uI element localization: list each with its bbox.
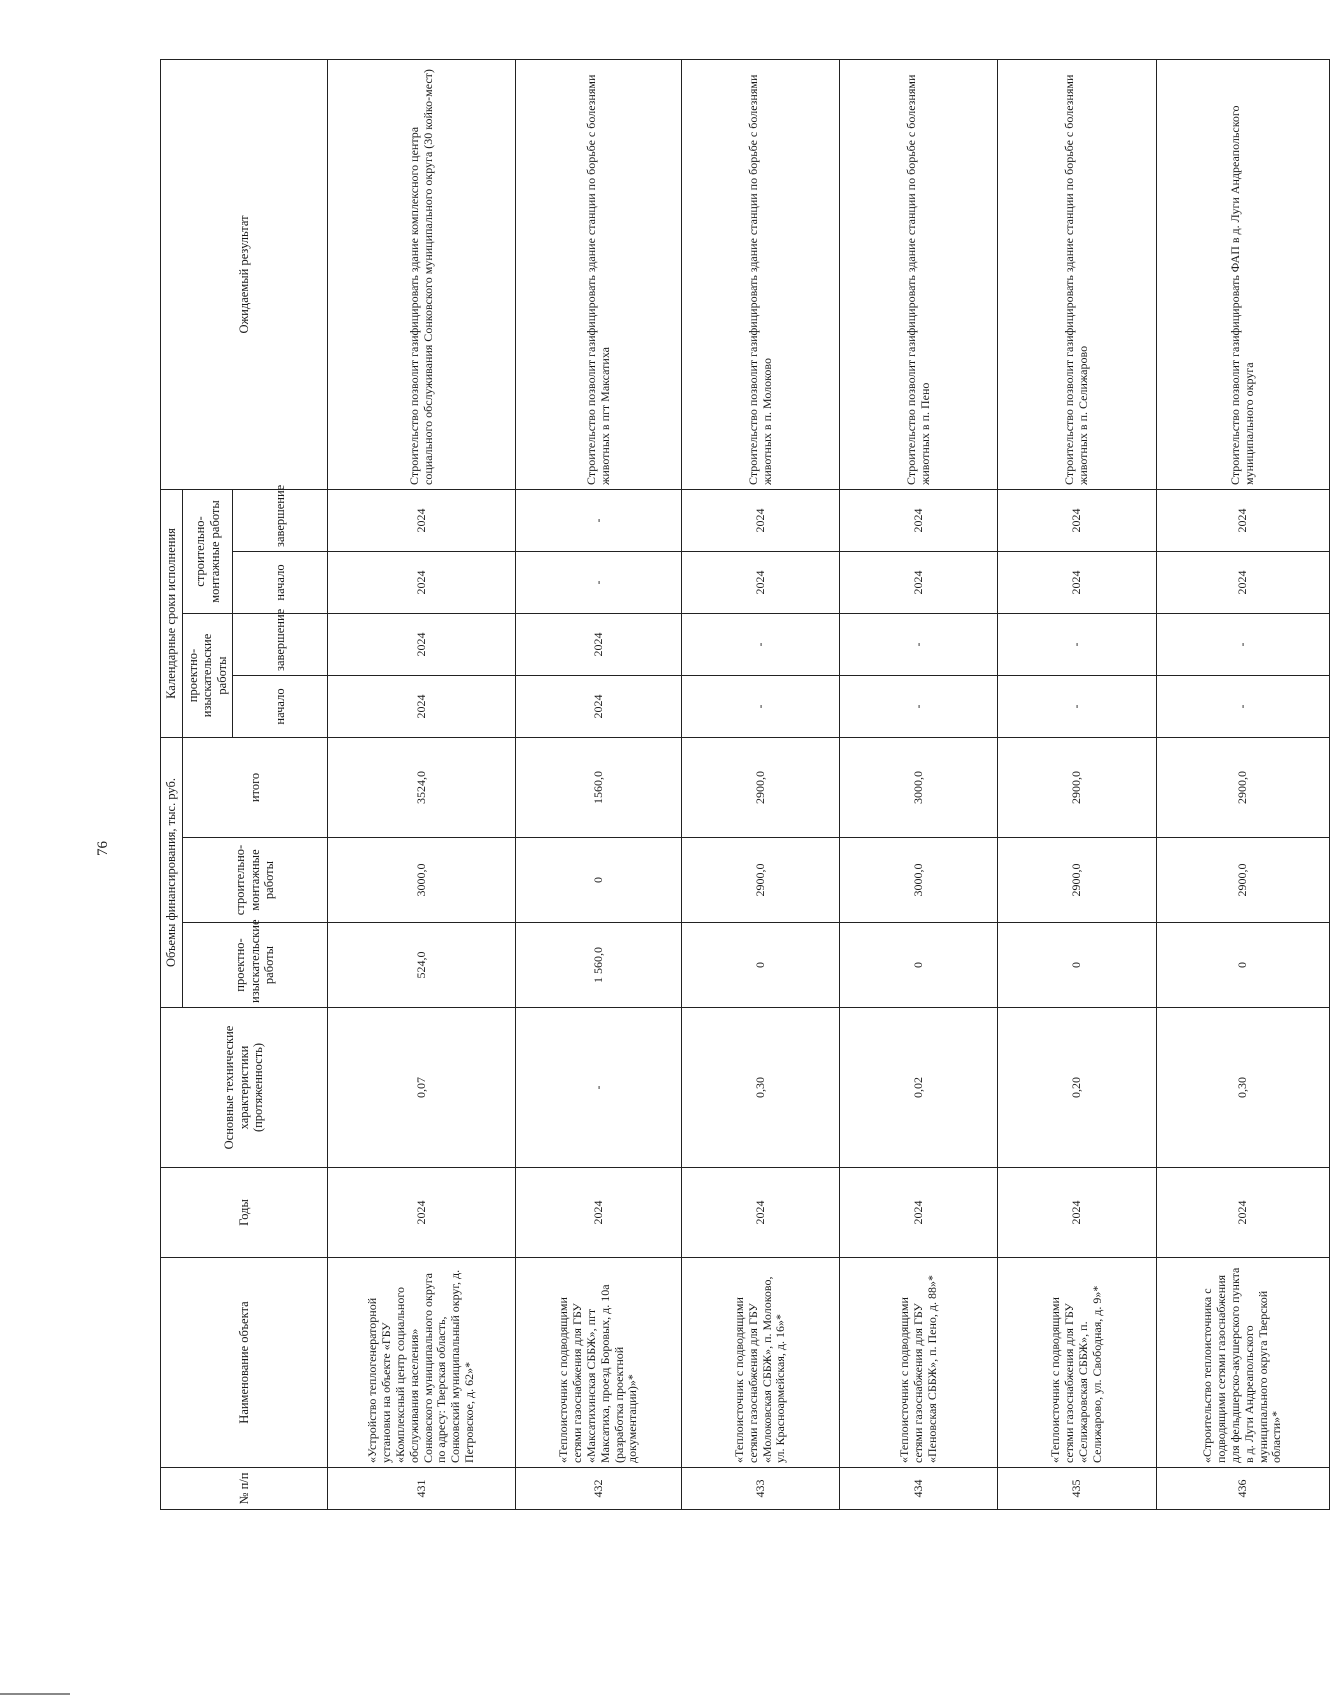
objects-table [160, 59, 1330, 1510]
cell-years: 2024 [1156, 1168, 1329, 1258]
cell-years: 2024 [840, 1168, 998, 1258]
cell-construction-start: 2024 [682, 552, 840, 614]
cell-characteristics: 0,02 [840, 1008, 998, 1168]
cell-years: 2024 [682, 1168, 840, 1258]
cell-total: 2900,0 [682, 738, 840, 838]
cell-result: Строительство позволит газифицировать здание станции по борьбе с болезнями животных в п. Селижарово [998, 59, 1156, 489]
cell-name: «Теплоисточник с подводящими сетями газоснабжения для ГБУ «Пеновская СББЖ», п. Пено, д. 88»* [840, 1258, 998, 1468]
cell-construction-start: 2024 [840, 552, 998, 614]
cell-result: Строительство позволит газифицировать здание станции по борьбе с болезнями животных в п. Молоково [682, 59, 840, 489]
cell-name: «Устройство теплогенераторной установки на объекте «ГБУ «Комплексный центр социального обслуживания населения» Сонковского муниципального округа по адресу: Тверская область, Сонковский муниципальный округ, д. Петровское, д. 62»* [328, 1258, 516, 1468]
cell-construction-end: 2024 [328, 489, 516, 551]
header-schedule-construction: строительно-монтажные работы [183, 489, 233, 613]
cell-total: 3000,0 [840, 738, 998, 838]
cell-name: «Теплоисточник с подводящими сетями газоснабжения для ГБУ «Селижаровская СББЖ», п. Селижарово, ул. Свободная, д. 9»* [998, 1258, 1156, 1468]
cell-construction-funding: 2900,0 [682, 838, 840, 923]
header-years: Годы [161, 1168, 328, 1258]
cell-years: 2024 [328, 1168, 516, 1258]
cell-years: 2024 [998, 1168, 1156, 1258]
cell-construction-funding: 2900,0 [998, 838, 1156, 923]
cell-design-start: - [840, 676, 998, 738]
cell-name: «Строительство теплоисточника с подводящими сетями газоснабжения для фельдшерско-акушерского пункта в д. Луги Андреапольского муниципального округа Тверской области»* [1156, 1258, 1329, 1468]
header-schedule: Календарные сроки исполнения [161, 489, 183, 737]
header-funding: Объемы финансирования, тыс. руб. [161, 738, 183, 1008]
cell-total: 2900,0 [1156, 738, 1329, 838]
cell-design-end: - [840, 614, 998, 676]
cell-design-start: - [682, 676, 840, 738]
header-construction-start: начало [233, 552, 328, 614]
cell-construction-funding: 3000,0 [840, 838, 998, 923]
cell-construction-funding: 3000,0 [328, 838, 516, 923]
table-row [516, 59, 682, 1509]
cell-design-start: - [998, 676, 1156, 738]
cell-num: 432 [516, 1468, 682, 1510]
header-construction-end: завершение [233, 489, 328, 551]
cell-name: «Теплоисточник с подводящими сетями газоснабжения для ГБУ «Максатихинская СББЖ», пгт Максатиха, проезд Боровых, д. 10а (разработка проектной документации)»* [516, 1258, 682, 1468]
cell-design-end: 2024 [516, 614, 682, 676]
header-num: № п/п [161, 1468, 328, 1510]
cell-construction-end: 2024 [1156, 489, 1329, 551]
cell-design-end: 2024 [328, 614, 516, 676]
cell-construction-funding: 0 [516, 838, 682, 923]
header-design-works: проектно-изыскательские работы [183, 923, 328, 1008]
cell-characteristics: 0,30 [682, 1008, 840, 1168]
cell-num: 434 [840, 1468, 998, 1510]
cell-characteristics: - [516, 1008, 682, 1168]
header-total: итого [183, 738, 328, 838]
header-design-end: завершение [233, 614, 328, 676]
page-number: 76 [95, 841, 111, 856]
cell-construction-start: - [516, 552, 682, 614]
header-schedule-design: проектно-изыскательские работы [183, 614, 233, 738]
cell-design-funding: 0 [682, 923, 840, 1008]
cell-design-start: 2024 [328, 676, 516, 738]
cell-design-funding: 0 [1156, 923, 1329, 1008]
cell-num: 435 [998, 1468, 1156, 1510]
cell-result: Строительство позволит газифицировать ФАП в д. Луги Андреапольского муниципального округа [1156, 59, 1329, 489]
table-container [160, 60, 1330, 1510]
cell-construction-end: 2024 [840, 489, 998, 551]
cell-construction-end: 2024 [998, 489, 1156, 551]
cell-design-funding: 0 [840, 923, 998, 1008]
cell-result: Строительство позволит газифицировать здание станции по борьбе с болезнями животных в п. Пено [840, 59, 998, 489]
header-result: Ожидаемый результат [161, 59, 328, 489]
header-design-start: начало [233, 676, 328, 738]
table-row [328, 59, 516, 1509]
table-row [840, 59, 998, 1509]
cell-construction-end: 2024 [682, 489, 840, 551]
cell-construction-end: - [516, 489, 682, 551]
cell-design-funding: 1 560,0 [516, 923, 682, 1008]
table-row [998, 59, 1156, 1509]
cell-num: 436 [1156, 1468, 1329, 1510]
cell-design-funding: 0 [998, 923, 1156, 1008]
rotated-table-area [160, 60, 1330, 1510]
cell-characteristics: 0,20 [998, 1008, 1156, 1168]
cell-num: 431 [328, 1468, 516, 1510]
cell-construction-funding: 2900,0 [1156, 838, 1329, 923]
cell-design-end: - [1156, 614, 1329, 676]
cell-construction-start: 2024 [998, 552, 1156, 614]
cell-design-start: - [1156, 676, 1329, 738]
cell-design-end: - [682, 614, 840, 676]
cell-name: «Теплоисточник с подводящими сетями газоснабжения для ГБУ «Молоковская СББЖ», п. Молоково, ул. Красноармейская, д. 16»* [682, 1258, 840, 1468]
cell-total: 1560,0 [516, 738, 682, 838]
cell-result: Строительство позволит газифицировать здание комплексного центра социального обслуживания Сонковского муниципального округа (30 койко-мест) [328, 59, 516, 489]
cell-construction-start: 2024 [1156, 552, 1329, 614]
cell-design-end: - [998, 614, 1156, 676]
cell-years: 2024 [516, 1168, 682, 1258]
cell-total: 2900,0 [998, 738, 1156, 838]
scan-edge-mark [0, 1693, 70, 1695]
cell-total: 3524,0 [328, 738, 516, 838]
table-row [682, 59, 840, 1509]
header-construction-works: строительно-монтажные работы [183, 838, 328, 923]
cell-design-start: 2024 [516, 676, 682, 738]
header-characteristics: Основные технические характеристики (протяженность) [161, 1008, 328, 1168]
cell-num: 433 [682, 1468, 840, 1510]
cell-result: Строительство позволит газифицировать здание станции по борьбе с болезнями животных в пгт Максатиха [516, 59, 682, 489]
cell-construction-start: 2024 [328, 552, 516, 614]
cell-characteristics: 0,30 [1156, 1008, 1329, 1168]
cell-characteristics: 0,07 [328, 1008, 516, 1168]
table-row [1156, 59, 1329, 1509]
header-name: Наименование объекта [161, 1258, 328, 1468]
cell-design-funding: 524,0 [328, 923, 516, 1008]
